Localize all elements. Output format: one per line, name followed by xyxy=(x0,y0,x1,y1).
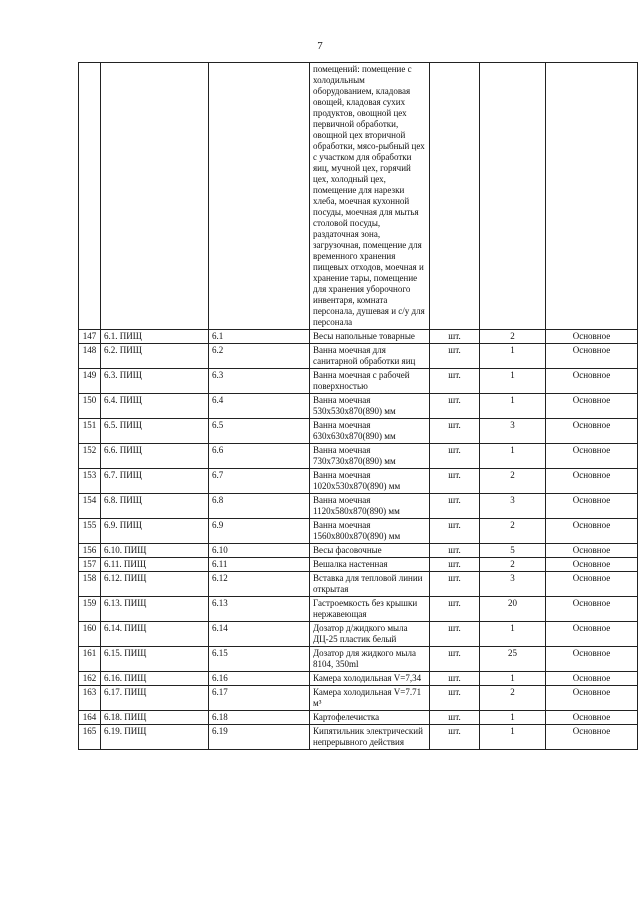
row-number-cell: 156 xyxy=(79,544,101,558)
table-row xyxy=(79,394,638,419)
type-cell: Основное xyxy=(546,686,638,711)
code-cell: 6.19. ПИЩ xyxy=(101,725,209,750)
name-cell: Гастроемкость без крышки нержавеющая xyxy=(310,597,430,622)
row-number-cell: 148 xyxy=(79,344,101,369)
qty-cell: 2 xyxy=(480,330,546,344)
name-cell: Камера холодильная V=7,34 xyxy=(310,672,430,686)
table-row xyxy=(79,344,638,369)
table-row xyxy=(79,725,638,750)
table-row xyxy=(79,572,638,597)
position-cell: 6.10 xyxy=(209,544,310,558)
row-number-cell: 157 xyxy=(79,558,101,572)
equipment-table xyxy=(78,62,638,750)
name-cell: Дозатор д/жидкого мыла ДЦ-25 пластик белый xyxy=(310,622,430,647)
unit-cell: шт. xyxy=(430,711,480,725)
type-cell: Основное xyxy=(546,369,638,394)
row-number-cell: 153 xyxy=(79,469,101,494)
unit-cell xyxy=(430,63,480,330)
qty-cell: 1 xyxy=(480,344,546,369)
type-cell: Основное xyxy=(546,572,638,597)
unit-cell: шт. xyxy=(430,622,480,647)
table-row xyxy=(79,558,638,572)
unit-cell: шт. xyxy=(430,572,480,597)
name-cell: Картофелечистка xyxy=(310,711,430,725)
row-number-cell: 147 xyxy=(79,330,101,344)
row-number-cell: 158 xyxy=(79,572,101,597)
position-cell: 6.6 xyxy=(209,444,310,469)
qty-cell: 1 xyxy=(480,672,546,686)
type-cell: Основное xyxy=(546,711,638,725)
position-cell: 6.7 xyxy=(209,469,310,494)
table-row xyxy=(79,622,638,647)
unit-cell: шт. xyxy=(430,394,480,419)
name-cell: Ванна моечная с рабочей поверхностью xyxy=(310,369,430,394)
type-cell: Основное xyxy=(546,494,638,519)
code-cell: 6.15. ПИЩ xyxy=(101,647,209,672)
unit-cell: шт. xyxy=(430,469,480,494)
unit-cell: шт. xyxy=(430,544,480,558)
type-cell: Основное xyxy=(546,597,638,622)
table-row xyxy=(79,597,638,622)
row-number-cell: 161 xyxy=(79,647,101,672)
position-cell xyxy=(209,63,310,330)
code-cell: 6.17. ПИЩ xyxy=(101,686,209,711)
name-cell: Дозатор для жидкого мыла 8104, 350ml xyxy=(310,647,430,672)
name-cell: Ванна моечная 530х530х870(890) мм xyxy=(310,394,430,419)
qty-cell: 2 xyxy=(480,558,546,572)
qty-cell: 1 xyxy=(480,622,546,647)
unit-cell: шт. xyxy=(430,686,480,711)
name-cell: Камера холодильная V=7.71 м³ xyxy=(310,686,430,711)
unit-cell: шт. xyxy=(430,330,480,344)
type-cell: Основное xyxy=(546,672,638,686)
qty-cell: 5 xyxy=(480,544,546,558)
type-cell: Основное xyxy=(546,647,638,672)
row-number-cell: 151 xyxy=(79,419,101,444)
name-cell: Вставка для тепловой линии открытая xyxy=(310,572,430,597)
code-cell: 6.1. ПИЩ xyxy=(101,330,209,344)
name-cell: Ванна моечная 1020х530х870(890) мм xyxy=(310,469,430,494)
position-cell: 6.17 xyxy=(209,686,310,711)
unit-cell: шт. xyxy=(430,494,480,519)
table-row xyxy=(79,469,638,494)
row-number-cell: 152 xyxy=(79,444,101,469)
qty-cell: 1 xyxy=(480,369,546,394)
type-cell: Основное xyxy=(546,725,638,750)
type-cell: Основное xyxy=(546,444,638,469)
code-cell: 6.10. ПИЩ xyxy=(101,544,209,558)
name-cell: Ванна моечная для санитарной обработки яиц xyxy=(310,344,430,369)
row-number-cell xyxy=(79,63,101,330)
position-cell: 6.15 xyxy=(209,647,310,672)
position-cell: 6.11 xyxy=(209,558,310,572)
name-cell: Кипятильник электрический непрерывного действия xyxy=(310,725,430,750)
unit-cell: шт. xyxy=(430,344,480,369)
unit-cell: шт. xyxy=(430,419,480,444)
code-cell: 6.6. ПИЩ xyxy=(101,444,209,469)
qty-cell: 3 xyxy=(480,419,546,444)
code-cell: 6.16. ПИЩ xyxy=(101,672,209,686)
table-row xyxy=(79,672,638,686)
code-cell: 6.7. ПИЩ xyxy=(101,469,209,494)
table-row xyxy=(79,369,638,394)
qty-cell xyxy=(480,63,546,330)
qty-cell: 3 xyxy=(480,572,546,597)
qty-cell: 1 xyxy=(480,394,546,419)
position-cell: 6.3 xyxy=(209,369,310,394)
position-cell: 6.13 xyxy=(209,597,310,622)
table-row xyxy=(79,519,638,544)
unit-cell: шт. xyxy=(430,444,480,469)
code-cell: 6.13. ПИЩ xyxy=(101,597,209,622)
table-row xyxy=(79,444,638,469)
qty-cell: 1 xyxy=(480,725,546,750)
qty-cell: 20 xyxy=(480,597,546,622)
name-cell: Ванна моечная 630х630х870(890) мм xyxy=(310,419,430,444)
position-cell: 6.12 xyxy=(209,572,310,597)
name-cell: Ванна моечная 1120х580х870(890) мм xyxy=(310,494,430,519)
row-number-cell: 165 xyxy=(79,725,101,750)
row-number-cell: 155 xyxy=(79,519,101,544)
type-cell: Основное xyxy=(546,544,638,558)
type-cell: Основное xyxy=(546,469,638,494)
table-row xyxy=(79,330,638,344)
name-cell: Ванна моечная 1560х800х870(890) мм xyxy=(310,519,430,544)
table-row xyxy=(79,544,638,558)
type-cell: Основное xyxy=(546,519,638,544)
row-number-cell: 149 xyxy=(79,369,101,394)
unit-cell: шт. xyxy=(430,597,480,622)
qty-cell: 1 xyxy=(480,711,546,725)
code-cell: 6.11. ПИЩ xyxy=(101,558,209,572)
type-cell: Основное xyxy=(546,558,638,572)
code-cell xyxy=(101,63,209,330)
code-cell: 6.18. ПИЩ xyxy=(101,711,209,725)
position-cell: 6.5 xyxy=(209,419,310,444)
qty-cell: 25 xyxy=(480,647,546,672)
qty-cell: 1 xyxy=(480,444,546,469)
name-cell: Ванна моечная 730х730х870(890) мм xyxy=(310,444,430,469)
continuation-row xyxy=(79,63,638,330)
type-cell: Основное xyxy=(546,330,638,344)
code-cell: 6.8. ПИЩ xyxy=(101,494,209,519)
qty-cell: 2 xyxy=(480,519,546,544)
row-number-cell: 150 xyxy=(79,394,101,419)
table-row xyxy=(79,711,638,725)
row-number-cell: 164 xyxy=(79,711,101,725)
code-cell: 6.5. ПИЩ xyxy=(101,419,209,444)
name-cell: Весы фасовочные xyxy=(310,544,430,558)
row-number-cell: 162 xyxy=(79,672,101,686)
position-cell: 6.2 xyxy=(209,344,310,369)
position-cell: 6.19 xyxy=(209,725,310,750)
unit-cell: шт. xyxy=(430,369,480,394)
qty-cell: 2 xyxy=(480,469,546,494)
position-cell: 6.8 xyxy=(209,494,310,519)
position-cell: 6.16 xyxy=(209,672,310,686)
code-cell: 6.4. ПИЩ xyxy=(101,394,209,419)
code-cell: 6.12. ПИЩ xyxy=(101,572,209,597)
type-cell: Основное xyxy=(546,622,638,647)
qty-cell: 3 xyxy=(480,494,546,519)
position-cell: 6.14 xyxy=(209,622,310,647)
position-cell: 6.4 xyxy=(209,394,310,419)
unit-cell: шт. xyxy=(430,558,480,572)
unit-cell: шт. xyxy=(430,647,480,672)
row-number-cell: 159 xyxy=(79,597,101,622)
position-cell: 6.18 xyxy=(209,711,310,725)
row-number-cell: 154 xyxy=(79,494,101,519)
unit-cell: шт. xyxy=(430,519,480,544)
unit-cell: шт. xyxy=(430,672,480,686)
page-number: 7 xyxy=(317,40,323,52)
name-cell: Вешалка настенная xyxy=(310,558,430,572)
position-cell: 6.9 xyxy=(209,519,310,544)
code-cell: 6.14. ПИЩ xyxy=(101,622,209,647)
row-number-cell: 160 xyxy=(79,622,101,647)
unit-cell: шт. xyxy=(430,725,480,750)
row-number-cell: 163 xyxy=(79,686,101,711)
type-cell: Основное xyxy=(546,394,638,419)
code-cell: 6.9. ПИЩ xyxy=(101,519,209,544)
table-row xyxy=(79,494,638,519)
table-row xyxy=(79,686,638,711)
table-row xyxy=(79,419,638,444)
qty-cell: 2 xyxy=(480,686,546,711)
name-cell: Весы напольные товарные xyxy=(310,330,430,344)
code-cell: 6.3. ПИЩ xyxy=(101,369,209,394)
type-cell xyxy=(546,63,638,330)
type-cell: Основное xyxy=(546,344,638,369)
name-cell: помещений: помещение с холодильным оборудованием, кладовая овощей, кладовая сухих продуктов, овощной цех первичной обработки, овощной цех вторичной обработки, мясо-рыбный цех с участком для обработки яиц, мучной цех, горячий цех, холодный цех, помещение для нарезки хлеба, моечная кухонной посуды, моечная для мытья столовой посуды, раздаточная зона, загрузочная, помещение для временного хранения пищевых отходов, моечная и хранение тары, помещение для хранения уборочного инвентаря, комната персонала, душевая и с/у для персонала xyxy=(310,63,430,330)
table-row xyxy=(79,647,638,672)
type-cell: Основное xyxy=(546,419,638,444)
position-cell: 6.1 xyxy=(209,330,310,344)
code-cell: 6.2. ПИЩ xyxy=(101,344,209,369)
